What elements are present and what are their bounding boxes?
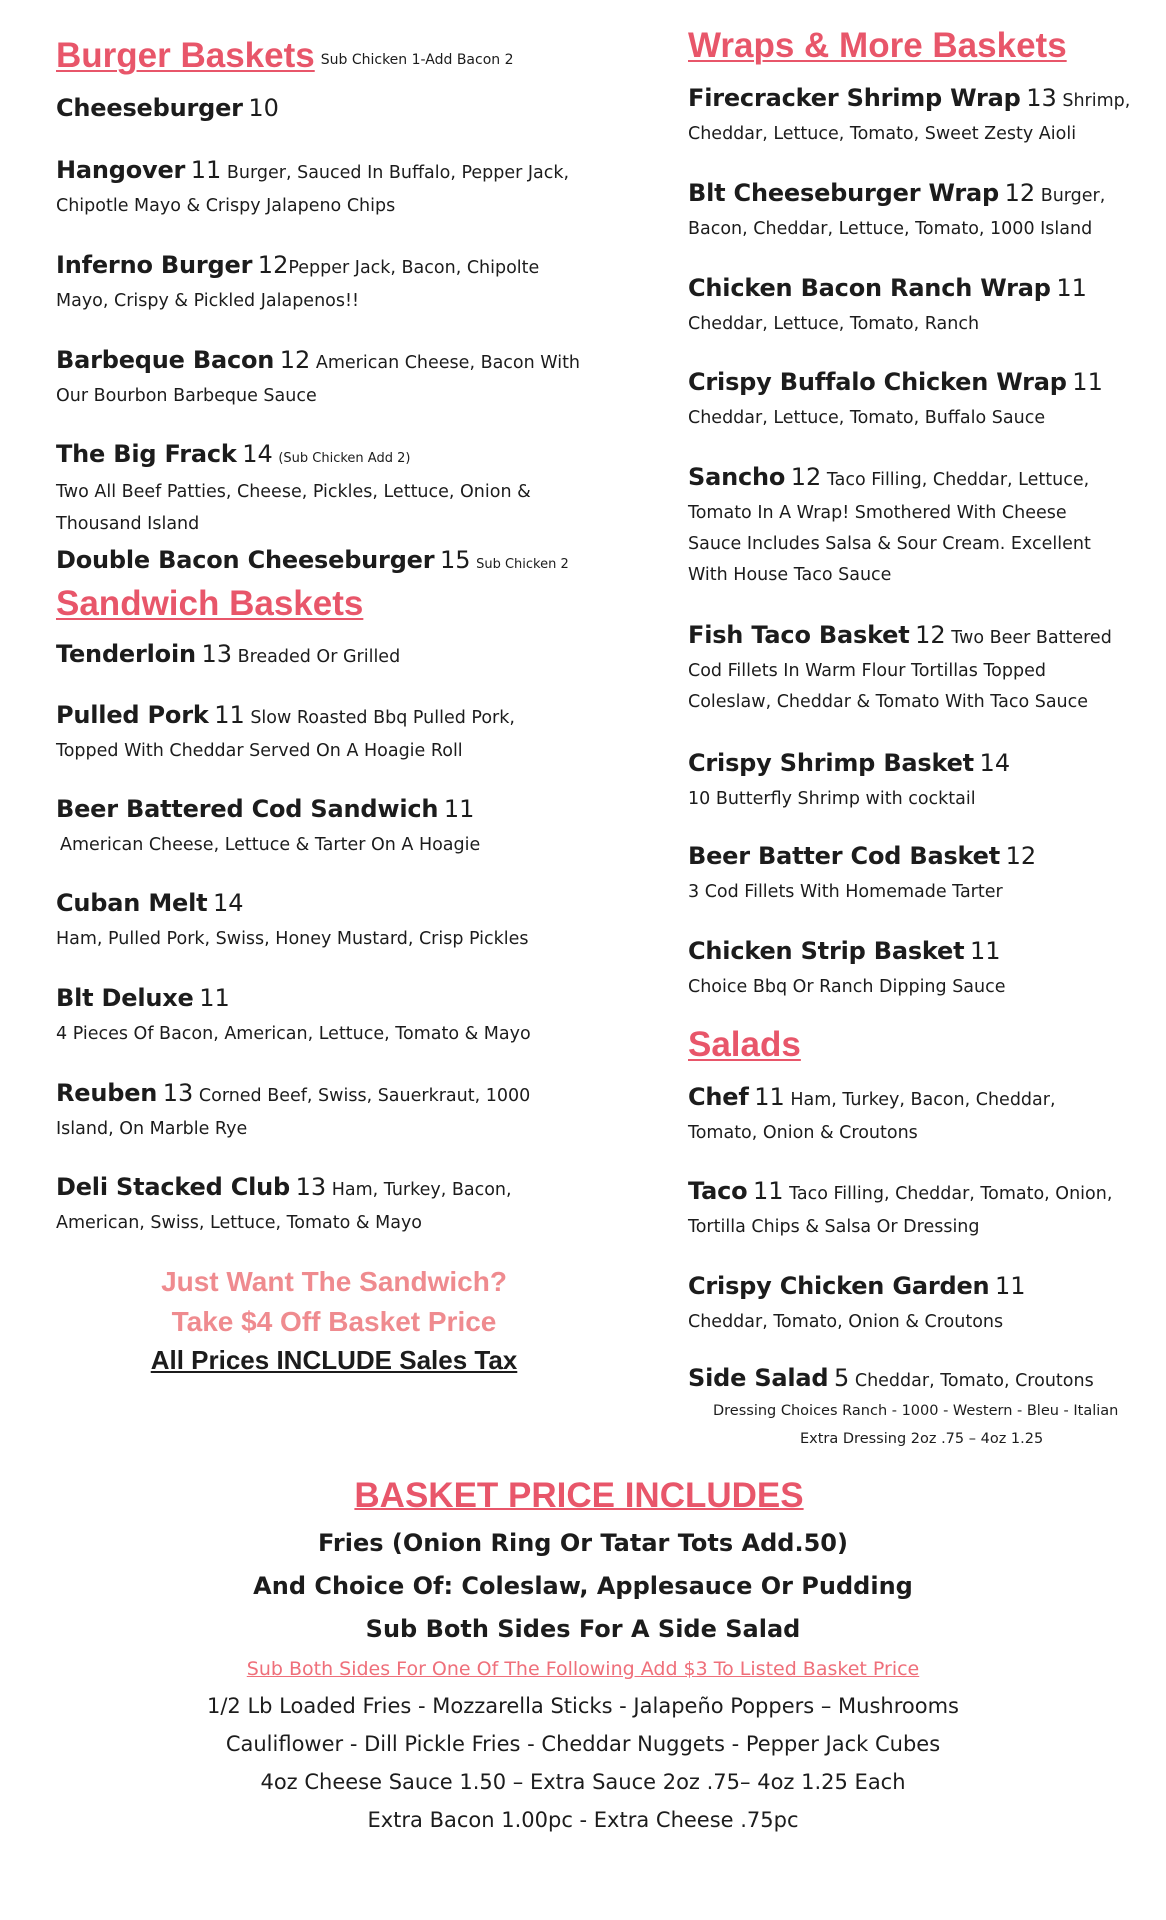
item-name: Blt Cheeseburger Wrap [688, 179, 999, 207]
dressing-choices: Dressing Choices Ranch - 1000 - Western - Bleu - Italian [713, 1403, 1119, 1419]
item-price: 11 [190, 156, 222, 184]
item-desc: Ham, Turkey, Bacon, Cheddar, [790, 1090, 1056, 1110]
item-desc: Topped With Cheddar Served On A Hoagie Roll [56, 741, 463, 761]
salads-heading: Salads [688, 1025, 801, 1064]
item-desc: Choice Bbq Or Ranch Dipping Sauce [688, 977, 1006, 997]
basket-fries-line: Fries (Onion Ring Or Tatar Tots Add.50) [318, 1529, 848, 1557]
menu-item-side-salad [688, 1360, 1158, 1399]
item-desc: Cheddar, Lettuce, Tomato, Ranch [688, 314, 980, 334]
basket-side-salad-line: Sub Both Sides For A Side Salad [365, 1615, 801, 1643]
menu-item-big-frack [56, 436, 616, 540]
item-price: 12 [915, 621, 946, 649]
item-desc: American, Swiss, Lettuce, Tomato & Mayo [56, 1213, 423, 1233]
item-desc: Taco Filling, Cheddar, Lettuce, [826, 470, 1090, 490]
burger-baskets-note: Sub Chicken 1-Add Bacon 2 [320, 52, 514, 68]
item-price: 13 [162, 1079, 194, 1107]
item-desc: Bacon, Cheddar, Lettuce, Tomato, 1000 Island [688, 219, 1093, 239]
item-desc: American Cheese, Bacon With [315, 353, 581, 373]
menu-item-tenderloin [56, 636, 616, 675]
item-desc: Pepper Jack, Bacon, Chipolte [288, 258, 540, 278]
item-name: Firecracker Shrimp Wrap [688, 84, 1021, 112]
item-desc: Burger, Sauced In Buffalo, Pepper Jack, [226, 163, 570, 183]
item-name: Tenderloin [56, 640, 196, 668]
menu-item-chicken-bacon-ranch-wrap [688, 270, 1158, 340]
basket-options-line-2: Cauliflower - Dill Pickle Fries - Cheddar Nuggets - Pepper Jack Cubes [225, 1732, 941, 1756]
item-name: Hangover [56, 156, 186, 184]
item-desc: Our Bourbon Barbeque Sauce [56, 386, 317, 406]
item-desc: Slow Roasted Bbq Pulled Pork, [250, 708, 515, 728]
menu-item-pulled-pork [56, 697, 616, 767]
menu-item-crispy-shrimp-basket [688, 745, 1158, 815]
item-name: Sancho [688, 463, 786, 491]
menu-item-deli-stacked-club [56, 1169, 616, 1239]
item-desc: Mayo, Crispy & Pickled Jalapenos!! [56, 291, 360, 311]
item-name: Fish Taco Basket [688, 621, 910, 649]
menu-item-taco-salad [688, 1173, 1158, 1243]
item-name: Chef [688, 1083, 749, 1111]
menu-item-cheeseburger [56, 90, 616, 129]
item-price: 11 [969, 937, 1001, 965]
item-price: 11 [994, 1272, 1026, 1300]
tax-note: All Prices INCLUDE Sales Tax [150, 1345, 518, 1375]
item-desc: Chipotle Mayo & Crispy Jalapeno Chips [56, 196, 396, 216]
basket-extras-bacon-line: Extra Bacon 1.00pc - Extra Cheese .75pc [367, 1808, 799, 1832]
item-desc: Cheddar, Tomato, Onion & Croutons [688, 1312, 1004, 1332]
item-desc: Two Beer Battered [951, 628, 1112, 648]
wraps-heading: Wraps & More Baskets [688, 26, 1067, 65]
item-desc: Cheddar, Lettuce, Tomato, Buffalo Sauce [688, 408, 1046, 428]
item-desc: Cod Fillets In Warm Flour Tortillas Topped [688, 661, 1046, 681]
item-name: Cheeseburger [56, 94, 243, 122]
item-price: 11 [1072, 368, 1103, 396]
menu-item-hangover [56, 152, 616, 222]
item-name: Side Salad [688, 1364, 829, 1392]
menu-item-sancho [688, 459, 1158, 591]
basket-choice-line: And Choice Of: Coleslaw, Applesauce Or Pudding [253, 1572, 913, 1600]
item-name: Beer Batter Cod Basket [688, 842, 1001, 870]
item-price: 11 [1056, 274, 1087, 302]
item-name: The Big Frack [56, 440, 237, 468]
item-name: Taco [688, 1177, 748, 1205]
item-price: 15 [439, 546, 471, 574]
menu-item-cuban-melt [56, 885, 616, 955]
item-desc: Ham, Turkey, Bacon, [331, 1180, 512, 1200]
item-desc: Corned Beef, Swiss, Sauerkraut, 1000 [198, 1086, 531, 1106]
item-desc: Island, On Marble Rye [56, 1119, 248, 1139]
item-name: Deli Stacked Club [56, 1173, 291, 1201]
basket-options-line-1: 1/2 Lb Loaded Fries - Mozzarella Sticks - Jalapeño Poppers – Mushrooms [206, 1694, 959, 1718]
item-desc: Two All Beef Patties, Cheese, Pickles, Lettuce, Onion & [56, 482, 531, 502]
menu-item-chicken-strip-basket [688, 933, 1158, 1003]
promo-sandwich-only: Just Want The Sandwich? [161, 1266, 507, 1297]
item-desc: Shrimp, [1062, 91, 1131, 111]
item-name: Double Bacon Cheeseburger [56, 546, 435, 574]
item-price: 11 [754, 1083, 785, 1111]
menu-item-fish-taco-basket [688, 617, 1158, 718]
item-price: 11 [752, 1177, 784, 1205]
item-desc: Thousand Island [56, 514, 200, 534]
menu-item-beer-batter-cod-basket [688, 838, 1158, 908]
item-price: 12 [790, 463, 822, 491]
item-desc: American Cheese, Lettuce & Tarter On A Hoagie [60, 835, 481, 855]
menu-item-reuben [56, 1075, 616, 1145]
item-desc: Tomato, Onion & Croutons [688, 1123, 918, 1143]
item-desc: 10 Butterfly Shrimp with cocktail [688, 789, 976, 809]
item-name: Chicken Bacon Ranch Wrap [688, 274, 1051, 302]
basket-extras-sauce-line: 4oz Cheese Sauce 1.50 – Extra Sauce 2oz .75– 4oz 1.25 Each [260, 1770, 906, 1794]
basket-includes-heading: BASKET PRICE INCLUDES [354, 1476, 804, 1515]
sandwich-baskets-heading: Sandwich Baskets [56, 584, 364, 623]
item-price: 12 [279, 346, 311, 374]
item-price: 14 [979, 749, 1011, 777]
item-desc: 3 Cod Fillets With Homemade Tarter [688, 882, 1003, 902]
item-name: Inferno Burger [56, 251, 253, 279]
item-desc: Sauce Includes Salsa & Sour Cream. Excellent [688, 534, 1091, 554]
menu-item-inferno-burger [56, 247, 616, 317]
promo-take-off: Take $4 Off Basket Price [171, 1306, 497, 1337]
item-note: (Sub Chicken Add 2) [278, 451, 411, 466]
item-desc: Coleslaw, Cheddar & Tomato With Taco Sauce [688, 692, 1089, 712]
item-price: 14 [212, 889, 244, 917]
item-price: 12 [1005, 842, 1037, 870]
menu-item-chef-salad [688, 1079, 1158, 1149]
menu-item-crispy-buffalo-chicken-wrap [688, 364, 1158, 434]
item-name: Crispy Buffalo Chicken Wrap [688, 368, 1067, 396]
item-name: Beer Battered Cod Sandwich [56, 795, 439, 823]
item-desc: Ham, Pulled Pork, Swiss, Honey Mustard, Crisp Pickles [56, 929, 529, 949]
basket-includes-section [0, 1470, 1166, 1839]
item-desc: 4 Pieces Of Bacon, American, Lettuce, Tomato & Mayo [56, 1024, 531, 1044]
item-name: Cuban Melt [56, 889, 208, 917]
item-price: 11 [214, 701, 245, 729]
item-price: 13 [295, 1173, 327, 1201]
item-price: 12 [1004, 179, 1036, 207]
item-desc: Tortilla Chips & Salsa Or Dressing [688, 1217, 980, 1237]
item-name: Chicken Strip Basket [688, 937, 965, 965]
burger-baskets-heading [56, 36, 514, 76]
basket-sub-both-sides-line: Sub Both Sides For One Of The Following Add $3 To Listed Basket Price [246, 1658, 920, 1680]
item-desc: With House Taco Sauce [688, 565, 892, 585]
item-desc: Cheddar, Tomato, Croutons [854, 1371, 1094, 1391]
item-name: Pulled Pork [56, 701, 209, 729]
item-name: Crispy Shrimp Basket [688, 749, 974, 777]
menu-item-firecracker-shrimp-wrap [688, 80, 1158, 150]
item-desc: Taco Filling, Cheddar, Tomato, Onion, [789, 1184, 1113, 1204]
item-name: Blt Deluxe [56, 984, 194, 1012]
item-price: 5 [834, 1364, 850, 1392]
extra-dressing: Extra Dressing 2oz .75 – 4oz 1.25 [800, 1431, 1044, 1447]
menu-item-crispy-chicken-garden [688, 1268, 1158, 1338]
menu-item-barbeque-bacon [56, 342, 616, 412]
item-name: Crispy Chicken Garden [688, 1272, 990, 1300]
item-price: 13 [201, 640, 232, 668]
item-desc: Burger, [1040, 186, 1106, 206]
menu-item-double-bacon-cheeseburger [56, 542, 616, 583]
item-name: Barbeque Bacon [56, 346, 275, 374]
item-price: 11 [199, 984, 230, 1012]
item-note: Sub Chicken 2 [476, 557, 569, 572]
item-price: 11 [443, 795, 475, 823]
burger-baskets-title: Burger Baskets [56, 36, 315, 75]
item-price: 12 [257, 251, 289, 279]
menu-item-blt-cheeseburger-wrap [688, 175, 1158, 245]
item-price: 13 [1026, 84, 1057, 112]
item-price: 10 [248, 94, 279, 122]
item-desc: Tomato In A Wrap! Smothered With Cheese [688, 503, 1067, 523]
menu-item-blt-deluxe [56, 980, 616, 1050]
item-price: 14 [242, 440, 273, 468]
item-desc: Cheddar, Lettuce, Tomato, Sweet Zesty Aioli [688, 124, 1077, 144]
menu-item-beer-battered-cod-sandwich [56, 791, 616, 861]
item-name: Reuben [56, 1079, 158, 1107]
item-desc: Breaded Or Grilled [237, 647, 401, 667]
